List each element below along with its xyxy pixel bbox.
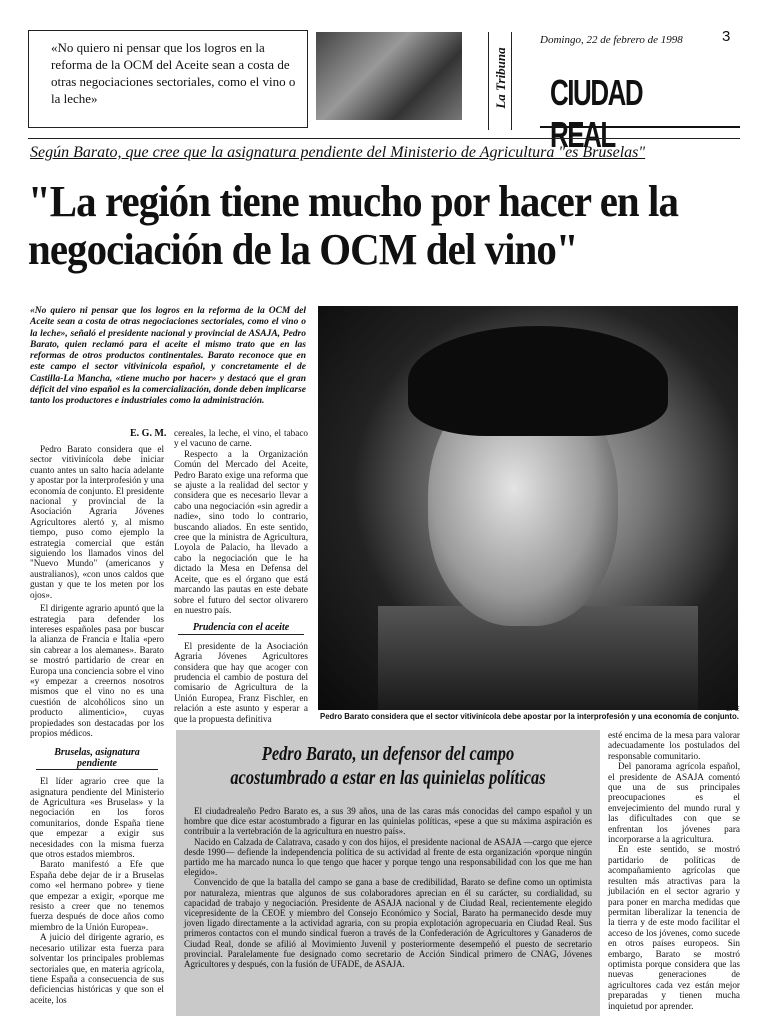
column-1-paragraph: El líder agrario cree que la asignatura pendiente del Ministerio de Agricultura «es Bruselas» y la negociación en los foros comunitarios, donde España tiene que empezar a exigir sus necesidades con la misma fuerza que otros estados miembros. <box>30 776 164 860</box>
column-1-paragraph: A juicio del dirigente agrario, es necesario utilizar esta fuerza para solventar los principales problemas sectoriales que, en materia agrícola, tiene España a consecuencia de sus deficiencias históricas y que son el aceite, los <box>30 932 164 1005</box>
photo-credit: EFE <box>726 706 740 713</box>
header-photo <box>316 32 462 120</box>
photo-hair <box>408 326 668 436</box>
column-4-paragraph: Del panorama agrícola español, el presidente de ASAJA comentó que una de sus principales preocupaciones es el envejecimiento del mundo rural y las dificultades con que se enfrentan los jóvenes para incorporarse a la agricultura. <box>608 761 740 845</box>
portrait-photo <box>318 306 738 710</box>
column-2-paragraph: cereales, la leche, el vino, el tabaco y el vacuno de carne. <box>174 428 308 449</box>
column-4-paragraph: En este sentido, se mostró partidario de políticas de acompañamiento agrícolas que resulten más atractivas para la jubilación en el sector agrario y para poner en marcha medidas que permitan liberalizar la tenencia de la tierra y de este modo facilitar el acceso de los jóvenes, como sucede en otros países europeos. Sin embargo, Barato se mostró optimista porque considera que las nuevas generaciones de agricultores cada vez están mejor preparadas y tienen mucha inquietud por aprender. <box>608 844 740 1011</box>
column-1 <box>30 444 164 1005</box>
column-2 <box>174 428 308 724</box>
column-4 <box>608 730 740 1011</box>
article-kicker: Según Barato, que cree que la asignatura pendiente del Ministerio de Agricultura "es Bruselas" <box>30 144 646 161</box>
article-headline: "La región tiene mucho por hacer en la negociación de la OCM del vino" <box>28 177 679 274</box>
subhead-prudencia: Prudencia con el aceite <box>178 623 304 634</box>
header-quote-box <box>28 30 308 128</box>
sidebar-body <box>184 806 592 969</box>
column-1-paragraph: Pedro Barato considera que el sector vitivinícola debe iniciar cuanto antes un salto hacia adelante y apostar por la interprofesión y una economía de conjunto. El presidente nacional y provincial de la Asociación Agraria Jóvenes Agricultores alertó y, al mismo tiempo, puso como ejemplo la estrategia comercial que están siguiendo los llamados vinos del "Nuevo Mundo" (americanos y australianos), «con unos caldos que gustan y que te los meten por los ojos». <box>30 444 164 600</box>
column-2-paragraph: Respecto a la Organización Común del Mercado del Aceite, Pedro Barato exige una reforma que se ajuste a la realidad del sector y considera que es necesario llevar a cabo una negociación «sin agredir a nadie», sino todo lo contrario, buscando aliados. En este sentido, cree que la ministra de Agricultura, Loyola de Palacio, ha llevado a cabo la negociación que le ha dictado la Mesa en Defensa del Aceite, que es el órgano que está marcando las pautas en este debate sobre el futuro del sector olivarero en nuestro país. <box>174 448 308 615</box>
sidebar-title: Pedro Barato, un defensor del campo acostumbrado a estar en las quinielas políticas <box>230 743 546 789</box>
column-2-paragraph: El presidente de la Asociación Agraria Jóvenes Agricultores considera que hay que acoger con prudencia el cambio de postura del comisario de Agricultura de la Unión Europea, Franz Fischler, en relación a este asunto y esperar a que la propuesta definitiva <box>174 640 308 724</box>
article-byline: E. G. M. <box>130 428 167 439</box>
tribuna-label-box <box>488 32 512 130</box>
section-rule <box>540 126 740 128</box>
sidebar-paragraph: El ciudadrealeño Pedro Barato es, a sus 39 años, una de las caras más conocidas del campo español y un hombre que dice estar acostumbrado a figurar en las quinielas políticas, «pese a que su máxima aspiración es contribuir a la vertebración de la agricultura en nuestro país». <box>184 806 592 837</box>
section-title: CIUDAD REAL <box>550 72 643 155</box>
photo-caption: Pedro Barato considera que el sector vitivinícola debe apostar por la interprofesión y una economía de conjunto. <box>320 712 739 721</box>
column-4-paragraph: esté encima de la mesa para valorar adecuadamente los postulados del responsable comunitario. <box>608 730 740 761</box>
tribuna-label: La Tribuna <box>493 47 508 109</box>
header-rule <box>28 138 740 139</box>
issue-date: Domingo, 22 de febrero de 1998 <box>540 34 683 46</box>
column-1-paragraph: Barato manifestó a Efe que España debe dejar de ir a Bruselas como «el hermano pobre» y tiene que empezar a exigir, «porque me resisto a creer que no tenemos fuerza después de doce años como miembro de la Unión Europea». <box>30 859 164 932</box>
column-1-paragraph: El dirigente agrario apuntó que la estrategia para defender los intereses españoles pasa por buscar la alianza de Francia e Italia «pero sin cabrear a los alemanes». Barato se mostró partidario de crear en Europa una conciencia sobre el vino «y empezar a creernos nosotros mismos que el vino no es una cuestión de alcohólicos sino un producto alimenticio», cuyas propiedades son destacadas por los propios médicos. <box>30 603 164 738</box>
article-lead: «No quiero ni pensar que los logros en la reforma de la OCM del Aceite sean a costa de otras negociaciones sectoriales, como el vino o la leche», señaló el presidente nacional y provincial de ASAJA, Pedro Barato, quien reclamó para el aceite el mismo trato que en las reformas de otros productos continentales. Barato reconoce que en este campo el sector vitivinícola español, y concretamente el de Castilla-La Mancha, «tiene mucho por hacer» y destacó que el gran déficit del vino español es la comercialización, donde deben implicarse tanto los productores e industriales como la administración. <box>30 306 306 407</box>
page-number: 3 <box>722 28 731 45</box>
sidebar-paragraph: Nacido en Calzada de Calatrava, casado y con dos hijos, el presidente nacional de ASAJA —cargo que ejerce desde 1990— defiende la independencia política de su actividad al frente de esta organización «porque ningún partido me ha marcado nunca lo que tengo que hacer y porque tengo una responsabilidad con los que me han elegido». <box>184 836 592 878</box>
header-quote: «No quiero ni pensar que los logros en la reforma de la OCM del Aceite sean a costa de otras negociaciones sectoriales, como el vino o la leche» <box>51 40 296 106</box>
sidebar-paragraph: Convencido de que la batalla del campo se gana a base de credibilidad, Barato se define como un optimista por naturaleza, mientras que algunos de sus colaboradores aprecian en él su carácter, su cordialidad, su capacidad de trabajo y negociación. Presidente de ASAJA nacional y de Ciudad Real, recientemente elegido vicepresidente de la CEOE y miembro del Consejo Económico y Social, Barato ha permanecido desde muy joven ligado directamente a la actividad agraria, con su propia explotación agropecuaria en Ciudad Real. Sus primeros contactos con el mundo sindical fueron a través de la Confederación de Agricultores y Ganaderos de Ciudad Real, donde se afilió al Movimiento Juvenil y posteriormente desempeñó el puesto de secretario provincial. Paralelamente fue designado como secretario de Acción Sindical primero de CNAG, Jóvenes Agricultores y después, con la fusión de UFADE, de ASAJA. <box>184 877 592 970</box>
subhead-bruselas: Bruselas, asignatura pendiente <box>36 748 158 770</box>
